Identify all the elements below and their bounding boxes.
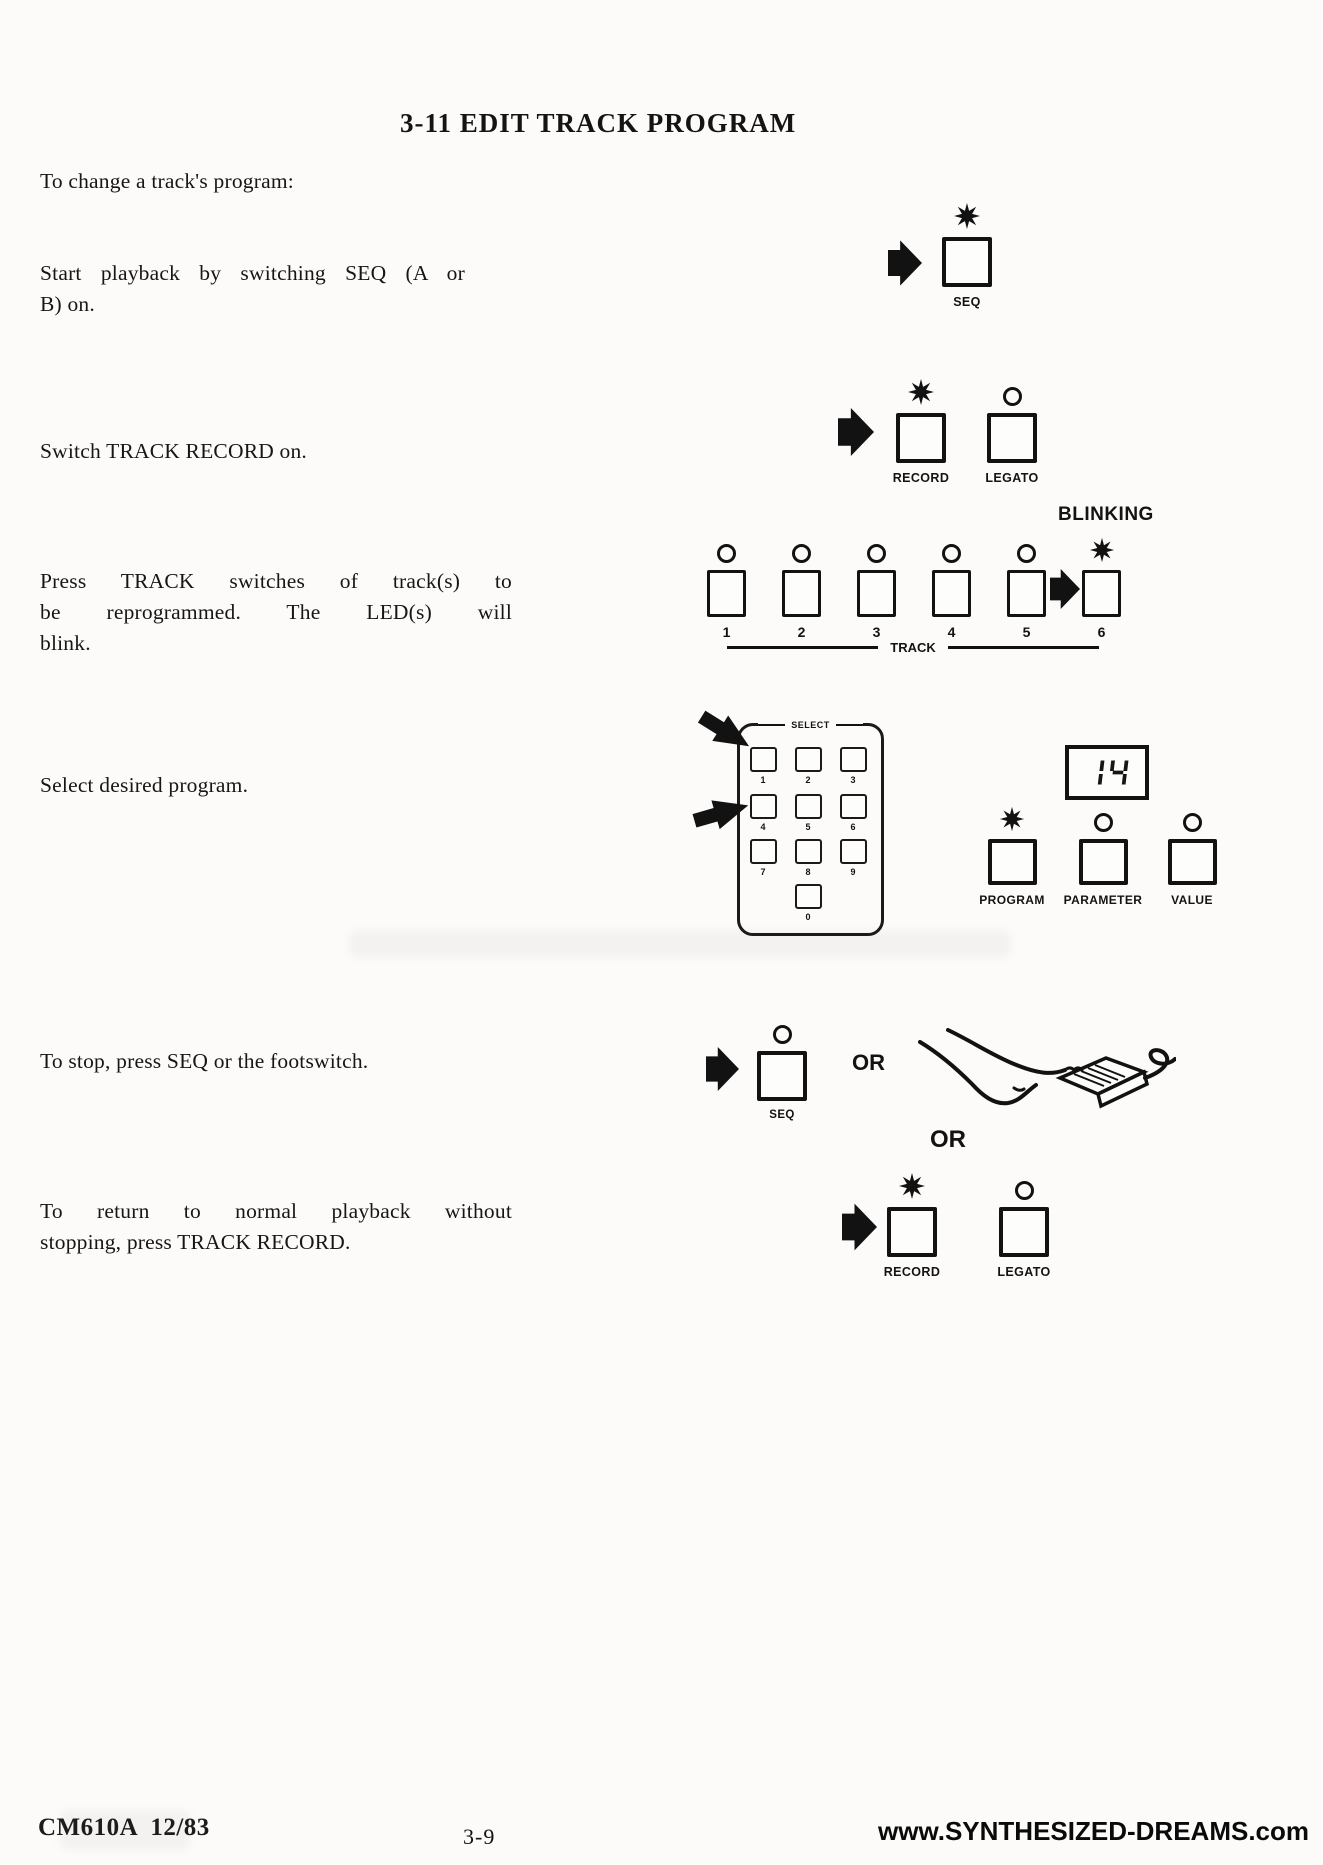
record-return-button-group: [882, 1170, 942, 1279]
legato-button-illustration: [987, 413, 1037, 463]
led-blinking-starburst-icon: [1089, 537, 1115, 563]
step-line: To return to normal playback without: [40, 1199, 512, 1223]
record-button-label: RECORD: [892, 471, 950, 485]
blinking-caption: BLINKING: [1058, 504, 1154, 525]
value-button-illustration: [1168, 839, 1217, 885]
key-label: 2: [805, 775, 811, 785]
pointer-arrow-icon: [706, 1039, 739, 1104]
parameter-button-illustration: [1079, 839, 1128, 885]
led-off-circle-icon: [1183, 806, 1202, 832]
record-button-label: RECORD: [883, 1265, 941, 1279]
step-5-text: [40, 1046, 520, 1077]
step-line: be reprogrammed. The LED(s) will: [40, 600, 512, 624]
led-lit-starburst-icon: [898, 1170, 926, 1200]
key-label: 4: [760, 822, 766, 832]
program-button-label: PROGRAM: [979, 893, 1045, 907]
track-group-rule: [727, 640, 1099, 655]
legato-button-group: [982, 376, 1042, 485]
step-line: blink.: [40, 631, 91, 655]
page-title: 3-11 EDIT TRACK PROGRAM: [400, 108, 797, 138]
key-label: 9: [850, 867, 856, 877]
intro-text: [40, 166, 520, 197]
track-6-label: 6: [1097, 624, 1106, 640]
track-5-button-illustration: [1007, 570, 1046, 617]
led-off-circle-icon: [1094, 806, 1113, 832]
track-4-label: 4: [947, 624, 956, 640]
legato-return-button-group: [994, 1170, 1054, 1279]
track-3-label: 3: [872, 624, 881, 640]
track-3-button-illustration: [857, 570, 896, 617]
track-button-group-1: [709, 541, 744, 640]
scan-smudge: [350, 930, 1010, 958]
track-4-button-illustration: [932, 570, 971, 617]
pointer-arrow-icon: [842, 1196, 877, 1263]
pointer-arrow-icon: [838, 400, 874, 469]
program-button-group: [979, 806, 1045, 907]
pointer-arrow-icon: [888, 235, 922, 296]
key-label: 0: [805, 912, 811, 922]
seq-button-label: SEQ: [769, 1109, 795, 1121]
track-2-label: 2: [797, 624, 806, 640]
step-line: B) on.: [40, 292, 95, 316]
step-line: Select desired program.: [40, 773, 249, 797]
rule-line: [727, 646, 878, 649]
track-button-group-6: [1084, 537, 1119, 640]
step-line: Start playback by switching SEQ (A or: [40, 261, 465, 285]
rule-line: [836, 724, 863, 726]
keypad-key-6: [839, 794, 867, 832]
key-label: 5: [805, 822, 811, 832]
track-1-label: 1: [722, 624, 731, 640]
seq-stop-button-group: [754, 1022, 810, 1121]
legato-button-illustration: [999, 1207, 1049, 1257]
track-button-group-2: [784, 541, 819, 640]
led-off-circle-icon: [1017, 541, 1036, 563]
seq-button-group: [939, 200, 995, 309]
intro-line: To change a track's program:: [40, 169, 294, 193]
record-button-illustration: [887, 1207, 937, 1257]
step-6-text: [40, 1196, 512, 1258]
step-3-text: [40, 566, 512, 659]
seq-button-label: SEQ: [953, 295, 981, 309]
led-off-circle-icon: [773, 1022, 792, 1044]
keypad-key-2: [794, 747, 822, 785]
led-off-circle-icon: [717, 541, 736, 563]
key-label: 6: [850, 822, 856, 832]
key-label: 1: [760, 775, 766, 785]
footswitch-illustration: [918, 1028, 1176, 1119]
step-line: Press TRACK switches of track(s) to: [40, 569, 512, 593]
seq-button-illustration: [757, 1051, 807, 1101]
legato-button-label: LEGATO: [997, 1265, 1051, 1279]
select-caption-row: [758, 720, 863, 730]
step-line: Switch TRACK RECORD on.: [40, 439, 308, 463]
seq-button-illustration: [942, 237, 992, 287]
step-line: stopping, press TRACK RECORD.: [40, 1230, 351, 1254]
track-button-group-4: [934, 541, 969, 640]
key-label: 8: [805, 867, 811, 877]
or-label: OR: [852, 1050, 885, 1075]
track-button-group-5: [1009, 541, 1044, 640]
value-button-label: VALUE: [1171, 893, 1213, 907]
footer-doc-code: CM610A 12/83: [38, 1814, 210, 1841]
key-label: 3: [850, 775, 856, 785]
track-2-button-illustration: [782, 570, 821, 617]
select-caption: SELECT: [791, 720, 830, 730]
keypad-key-3: [839, 747, 867, 785]
keypad-key-4: [749, 794, 777, 832]
step-4-text: [40, 770, 520, 801]
keypad-key-5: [794, 794, 822, 832]
keypad-key-9: [839, 839, 867, 877]
record-button-group: [891, 376, 951, 485]
footer-watermark: www.SYNTHESIZED-DREAMS.com: [878, 1816, 1309, 1846]
step-line: To stop, press SEQ or the footswitch.: [40, 1049, 369, 1073]
led-lit-starburst-icon: [953, 200, 981, 230]
step-1-text: [40, 258, 465, 320]
display-value: [1083, 757, 1131, 788]
track-6-button-illustration: [1082, 570, 1121, 617]
parameter-button-label: PARAMETER: [1063, 893, 1143, 907]
rule-line: [948, 646, 1099, 649]
or-label-2: OR: [930, 1126, 966, 1153]
keypad-key-0: [794, 884, 822, 922]
track-button-group-3: [859, 541, 894, 640]
led-off-circle-icon: [942, 541, 961, 563]
rule-line: [758, 724, 785, 726]
led-off-circle-icon: [1015, 1170, 1034, 1200]
select-keypad: [737, 720, 884, 936]
pointer-arrow-icon: [1050, 565, 1080, 618]
keypad-key-1: [749, 747, 777, 785]
footer-page-number: 3-9: [463, 1824, 496, 1849]
keypad-key-7: [749, 839, 777, 877]
led-off-circle-icon: [867, 541, 886, 563]
led-off-circle-icon: [792, 541, 811, 563]
track-1-button-illustration: [707, 570, 746, 617]
track-5-label: 5: [1022, 624, 1031, 640]
key-label: 7: [760, 867, 766, 877]
parameter-button-group: [1063, 806, 1143, 907]
numeric-display: [1065, 745, 1149, 800]
step-2-text: [40, 436, 520, 467]
value-button-group: [1164, 806, 1220, 907]
keypad-key-8: [794, 839, 822, 877]
legato-button-label: LEGATO: [985, 471, 1039, 485]
track-group-label: TRACK: [890, 640, 936, 655]
record-button-illustration: [896, 413, 946, 463]
program-button-illustration: [988, 839, 1037, 885]
led-lit-starburst-icon: [999, 806, 1025, 832]
led-off-circle-icon: [1003, 376, 1022, 406]
led-lit-starburst-icon: [907, 376, 935, 406]
